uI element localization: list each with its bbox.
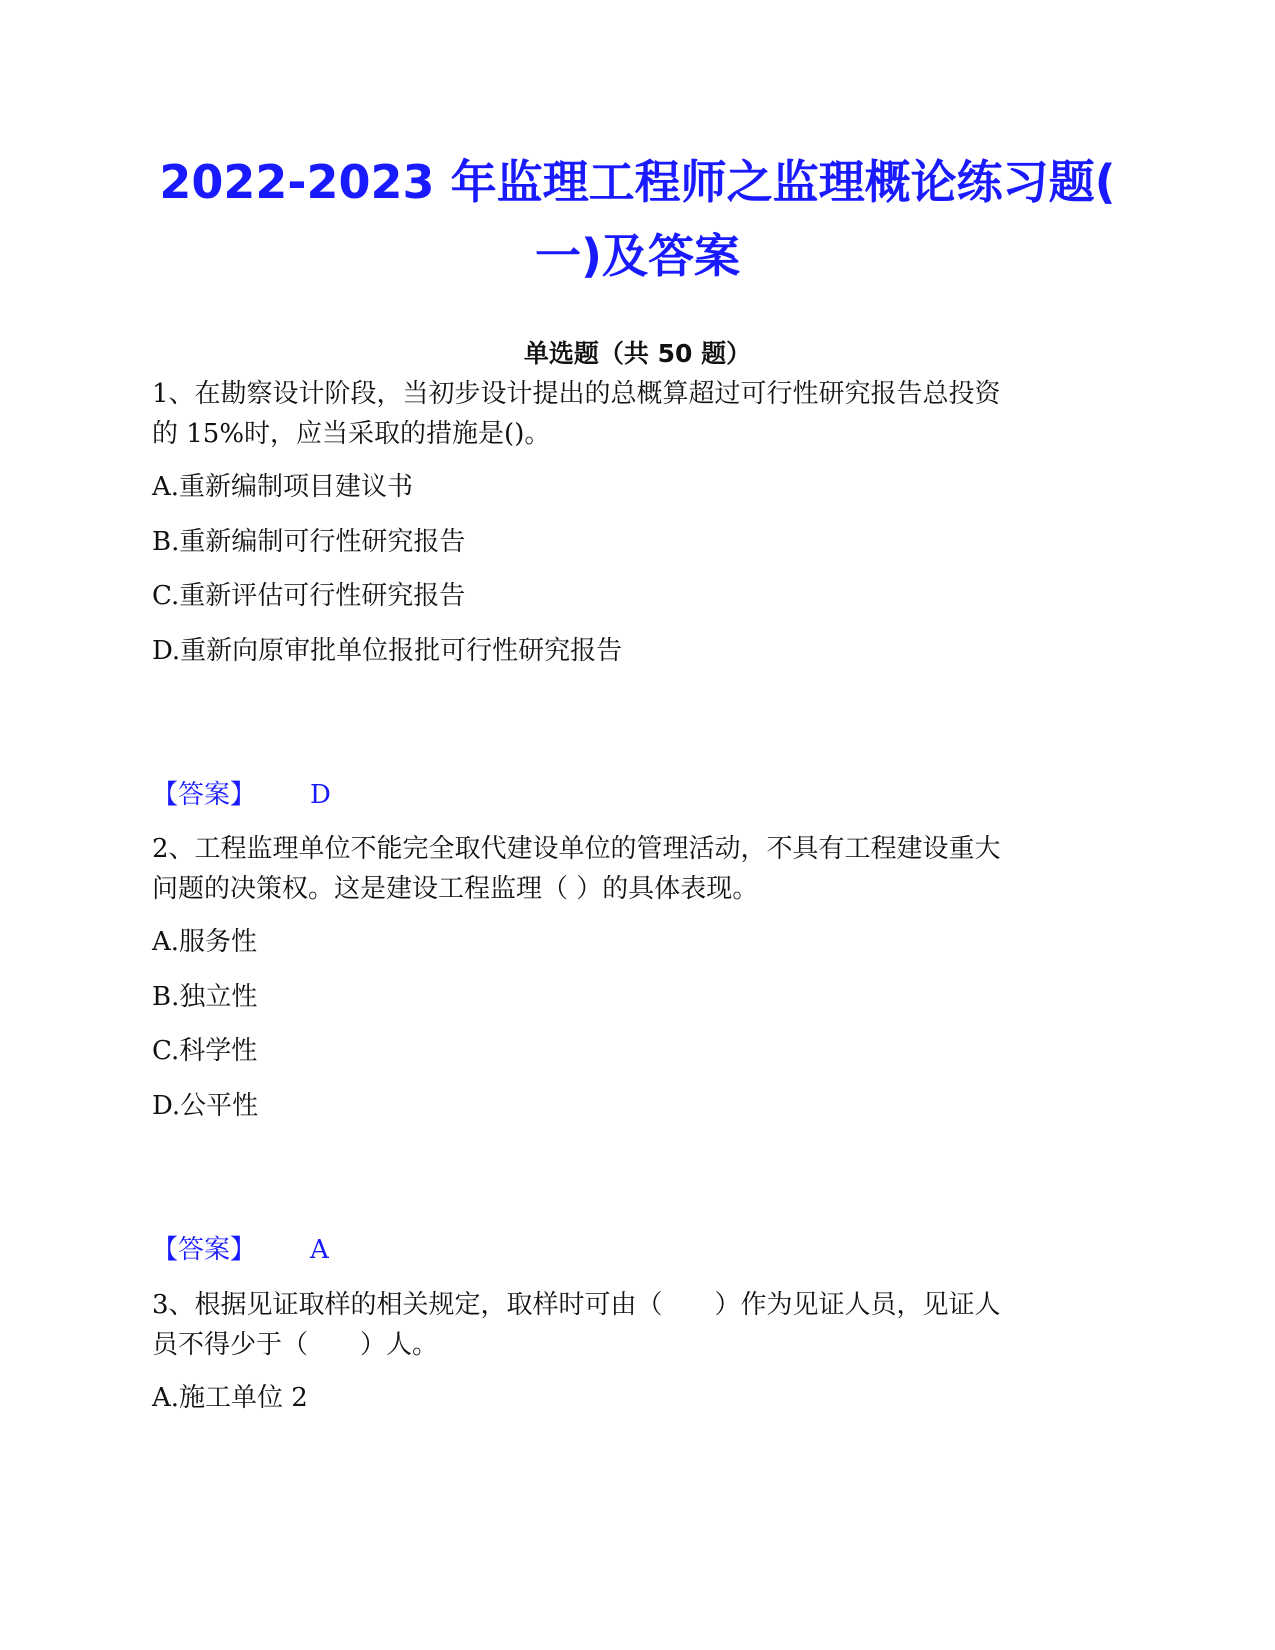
question-2-line-2: 问题的决策权。这是建设工程监理（ ）的具体表现。	[152, 874, 759, 904]
question-1-line-1: 1、在勘察设计阶段，当初步设计提出的总概算超过可行性研究报告总投资	[152, 379, 1001, 409]
question-2-option-d: D.公平性	[152, 1091, 259, 1121]
question-2-line-1: 2、工程监理单位不能完全取代建设单位的管理活动，不具有工程建设重大	[152, 834, 1001, 864]
question-3-line-2: 员不得少于（ ）人。	[152, 1330, 439, 1360]
question-1-option-c: C.重新评估可行性研究报告	[152, 581, 466, 611]
question-3-text	[152, 1285, 1112, 1365]
question-1-option-a: A.重新编制项目建议书	[152, 472, 414, 502]
question-2-option-a: A.服务性	[152, 927, 258, 957]
document-title-line-2: 一)及答案	[534, 229, 741, 283]
answer-value: D	[310, 780, 331, 810]
answer-label: 【答案】	[152, 1235, 257, 1265]
question-1-text	[152, 374, 1112, 454]
question-2-text	[152, 829, 1112, 909]
question-1-option-b: B.重新编制可行性研究报告	[152, 527, 466, 557]
answer-label: 【答案】	[152, 780, 257, 810]
question-3-line-1: 3、根据见证取样的相关规定，取样时可由（ ）作为见证人员，见证人	[152, 1290, 1001, 1320]
answer-value: A	[310, 1235, 329, 1265]
question-1-option-d: D.重新向原审批单位报批可行性研究报告	[152, 636, 623, 666]
question-1-line-2: 的 15%时，应当采取的措施是()。	[152, 419, 551, 449]
document-title-line-1: 2022-2023 年监理工程师之监理概论练习题(	[159, 155, 1116, 209]
question-1-answer	[152, 775, 331, 815]
question-2-option-c: C.科学性	[152, 1036, 258, 1066]
question-3-option-a: A.施工单位 2	[152, 1383, 308, 1413]
question-2-option-b: B.独立性	[152, 982, 258, 1012]
question-2-answer	[152, 1230, 329, 1270]
section-heading: 单选题（共 50 题）	[523, 339, 752, 368]
